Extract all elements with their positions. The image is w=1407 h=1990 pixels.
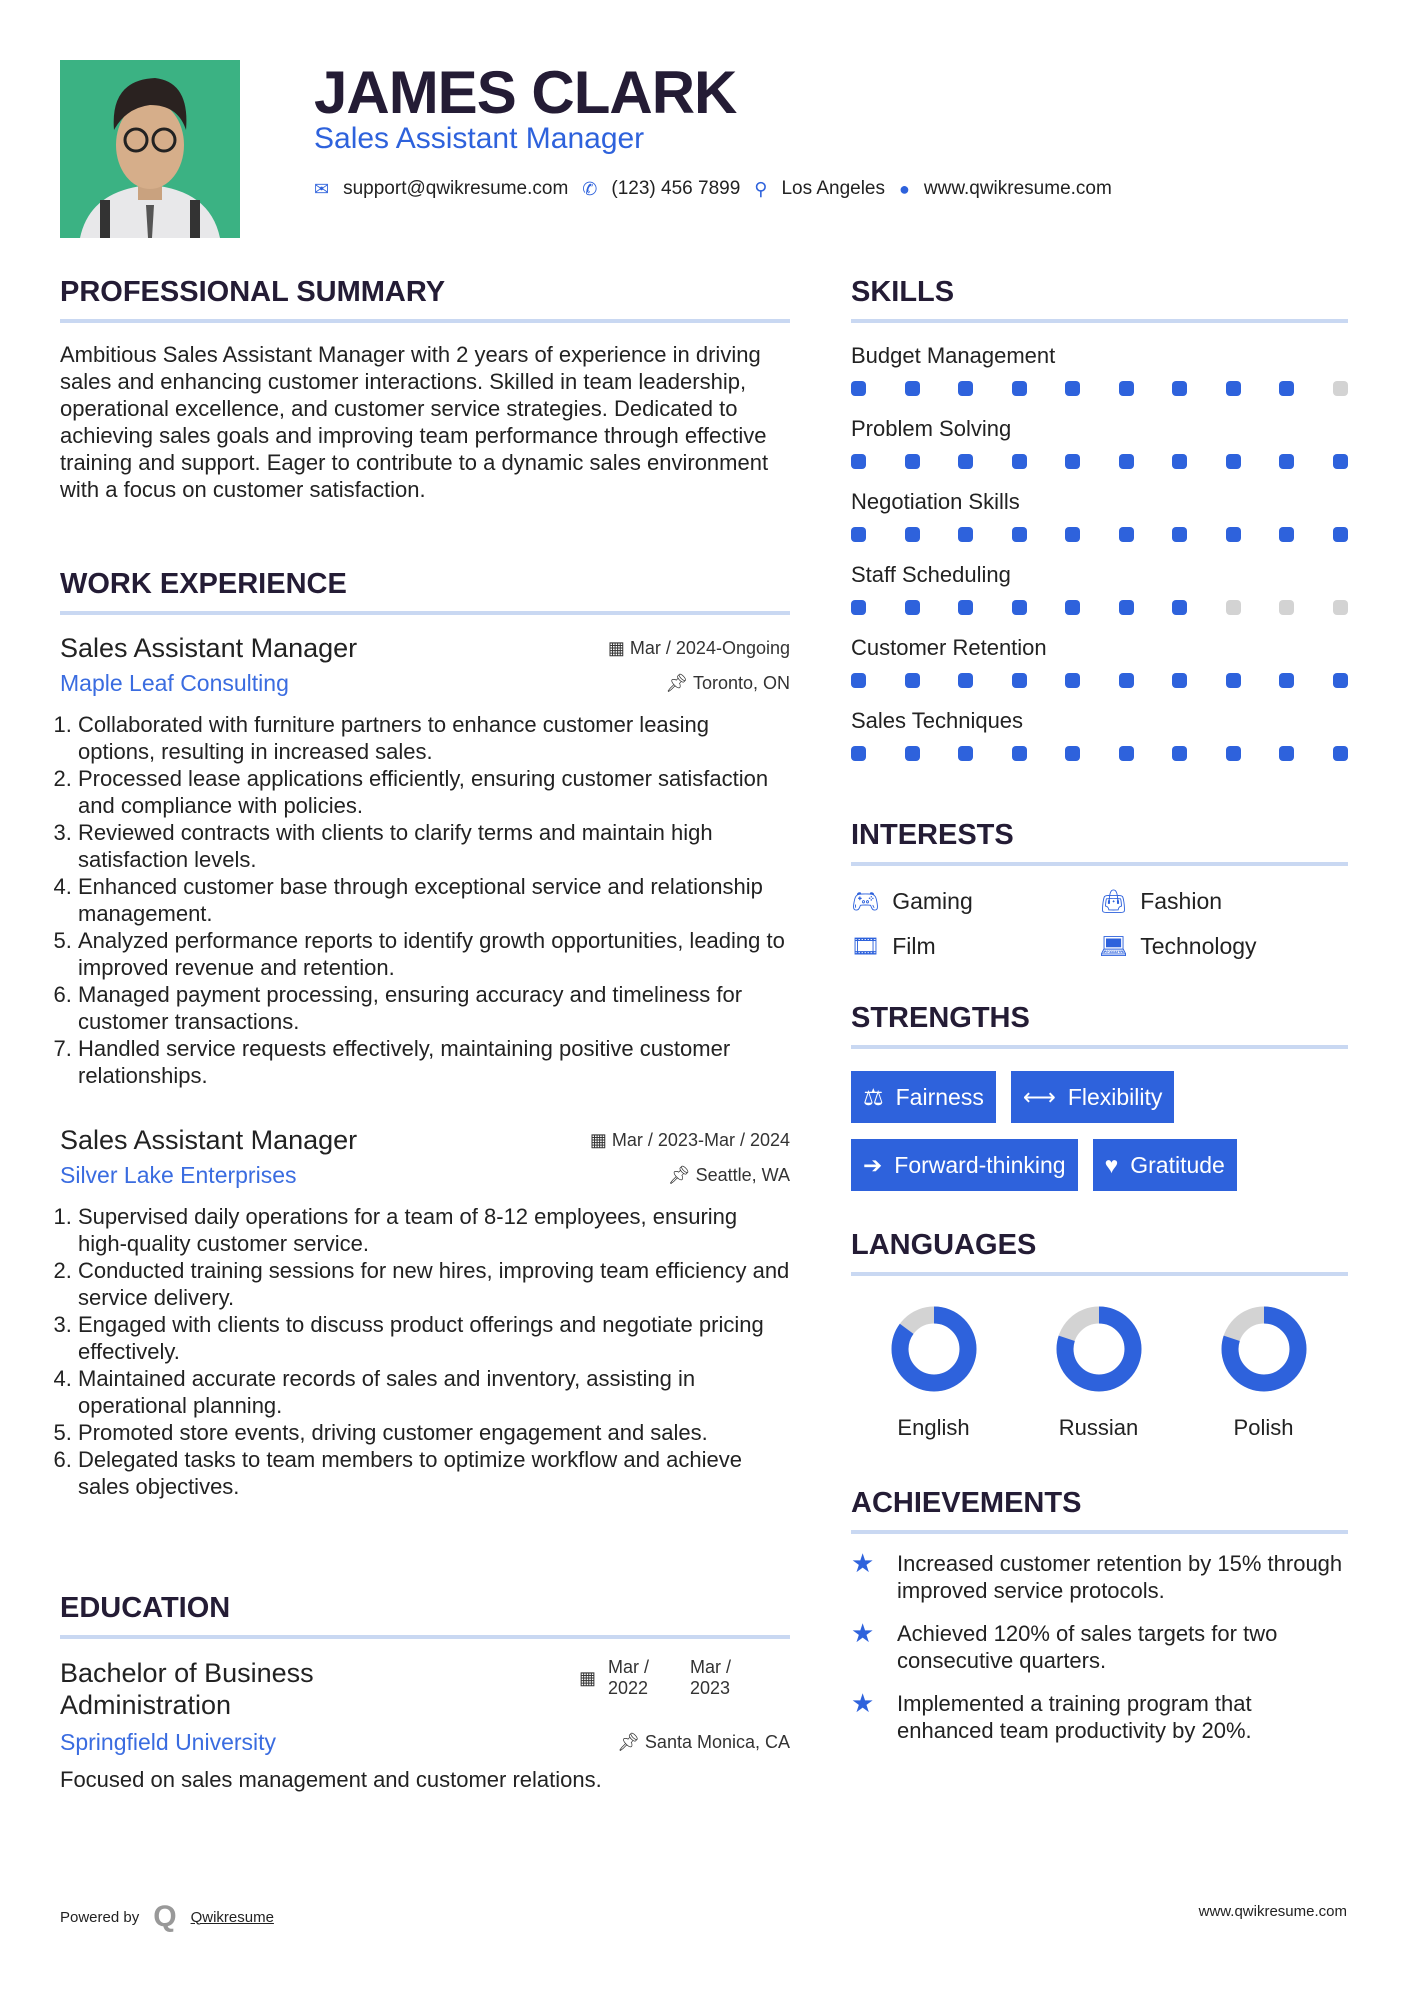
- job-header: [60, 633, 790, 664]
- interests-section: [851, 819, 1348, 960]
- language-item: [851, 1304, 1016, 1441]
- rating-dot-filled: [1065, 600, 1080, 615]
- calendar-icon: ▦: [607, 638, 630, 658]
- section-heading: PROFESSIONAL SUMMARY: [60, 276, 790, 323]
- skill-rating: [851, 454, 1348, 469]
- interest-item: [1099, 933, 1347, 960]
- strength-label: Gratitude: [1130, 1151, 1225, 1178]
- job-bullets: [60, 1203, 790, 1500]
- achievement-item: [851, 1620, 1348, 1674]
- skill-name: Budget Management: [851, 343, 1056, 368]
- rating-dot-filled: [1119, 746, 1134, 761]
- section-heading: SKILLS: [851, 276, 1348, 323]
- company-name: Maple Leaf Consulting: [60, 670, 289, 696]
- rating-dot-filled: [1172, 527, 1187, 542]
- rating-dot-filled: [1333, 673, 1348, 688]
- rating-dot-empty: [1333, 600, 1348, 615]
- interest-item: [851, 888, 1099, 915]
- section-heading: STRENGTHS: [851, 1002, 1348, 1049]
- rating-dot-filled: [905, 381, 920, 396]
- job-location-wrap: [668, 1165, 790, 1186]
- rating-dot-filled: [958, 454, 973, 469]
- achievement-item: [851, 1550, 1348, 1604]
- rating-dot-filled: [851, 454, 866, 469]
- rating-dot-filled: [1333, 454, 1348, 469]
- achievements-section: [851, 1487, 1348, 1744]
- strength-badge: [1011, 1071, 1175, 1123]
- candidate-title: Sales Assistant Manager: [314, 122, 645, 155]
- skill-name: Negotiation Skills: [851, 489, 1020, 514]
- arrow-right-icon: ➔: [863, 1151, 883, 1178]
- rating-dot-filled: [1012, 454, 1027, 469]
- language-name: Polish: [1233, 1415, 1294, 1440]
- laptop-icon: 💻︎: [1099, 933, 1129, 959]
- school-name: Springfield University: [60, 1729, 277, 1755]
- bullet-item: 5. Promoted store events, driving customer engagement and sales.: [78, 1419, 790, 1446]
- rating-dot-filled: [1065, 673, 1080, 688]
- job-subheader: [60, 1162, 790, 1189]
- achievement-item: [851, 1690, 1348, 1744]
- language-name: Russian: [1058, 1415, 1139, 1440]
- rating-dot-filled: [958, 600, 973, 615]
- star-icon: ★: [851, 1618, 875, 1648]
- job-header: [60, 1125, 790, 1156]
- bullet-item: 4. Maintained accurate records of sales and inventory, assisting in operational planning.: [78, 1365, 790, 1419]
- contact-bar: [314, 178, 1112, 200]
- rating-dot-filled: [1279, 527, 1294, 542]
- location-text: Los Angeles: [781, 178, 885, 199]
- gamepad-icon: 🎮︎: [851, 888, 881, 914]
- rating-dot-empty: [1226, 600, 1241, 615]
- rating-dot-filled: [851, 527, 866, 542]
- calendar-icon: ▦: [589, 1130, 612, 1150]
- rating-dot-filled: [851, 673, 866, 688]
- pin-icon: 📌︎: [667, 1165, 696, 1185]
- map-pin-icon: ⚲: [754, 178, 768, 199]
- star-icon: ★: [851, 1548, 875, 1578]
- phone-icon: ✆: [582, 178, 598, 199]
- rating-dot-filled: [1226, 746, 1241, 761]
- rating-dot-filled: [905, 673, 920, 688]
- bullet-item: 1. Collaborated with furniture partners to enhance customer leasing options, resulting in increased sales.: [78, 711, 790, 765]
- rating-dot-filled: [1279, 381, 1294, 396]
- skill-rating: [851, 673, 1348, 688]
- section-heading: ACHIEVEMENTS: [851, 1487, 1348, 1534]
- shopping-bag-icon: 👜︎: [1099, 888, 1129, 914]
- skills-section: [851, 276, 1348, 781]
- rating-dot-filled: [958, 381, 973, 396]
- bullet-item: 1. Supervised daily operations for a team of 8-12 employees, ensuring high-quality customer service.: [78, 1203, 790, 1257]
- company-name: Silver Lake Enterprises: [60, 1162, 297, 1188]
- film-icon: 🎞︎: [851, 933, 881, 959]
- bullet-item: 5. Analyzed performance reports to identify growth opportunities, leading to improved revenue and retention.: [78, 927, 790, 981]
- rating-dot-filled: [1172, 381, 1187, 396]
- candidate-name: JAMES CLARK: [314, 59, 737, 126]
- rating-dot-filled: [1012, 746, 1027, 761]
- profile-photo: [60, 60, 240, 238]
- rating-dot-filled: [958, 746, 973, 761]
- rating-dot-filled: [905, 527, 920, 542]
- summary-text: Ambitious Sales Assistant Manager with 2 years of experience in driving sales and enhancing customer interactions. Skilled in team leadership, operational excellence, and customer service strategies. Dedicated to achieving sales goals and improving team performance through effective training and support. Eager to contribute to a dynamic sales environment with a focus on customer satisfaction.: [60, 342, 769, 502]
- edu-end: Mar / 2023: [690, 1657, 732, 1698]
- rating-dot-filled: [1279, 746, 1294, 761]
- pin-icon: 📌︎: [617, 1732, 645, 1752]
- rating-dot-filled: [1119, 600, 1134, 615]
- bullet-item: 6. Managed payment processing, ensuring accuracy and timeliness for customer transactions.: [78, 981, 790, 1035]
- footer-website[interactable]: www.qwikresume.com: [1198, 1903, 1347, 1920]
- bullet-item: 2. Processed lease applications efficiently, ensuring customer satisfaction and compliance with policies.: [78, 765, 790, 819]
- strength-label: Fairness: [895, 1083, 984, 1110]
- job-title: Sales Assistant Manager: [60, 633, 358, 663]
- edu-location: Santa Monica, CA: [644, 1732, 790, 1752]
- strength-badge: [851, 1071, 996, 1123]
- rating-dot-filled: [1226, 527, 1241, 542]
- bullet-item: 2. Conducted training sessions for new hires, improving team efficiency and service delivery.: [78, 1257, 790, 1311]
- interest-label: Gaming: [892, 888, 973, 914]
- achievement-text: Implemented a training program that enhanced team productivity by 20%.: [897, 1691, 1252, 1743]
- job-dates: Mar / 2023-Mar / 2024: [611, 1130, 790, 1150]
- skill-rating: [851, 746, 1348, 761]
- powered-by-text: Powered by: [60, 1908, 140, 1926]
- achievement-text: Increased customer retention by 15% through improved service protocols.: [897, 1551, 1343, 1603]
- rating-dot-filled: [1279, 673, 1294, 688]
- rating-dot-filled: [1226, 673, 1241, 688]
- job-location: Toronto, ON: [692, 673, 790, 693]
- rating-dot-filled: [1172, 746, 1187, 761]
- calendar-icon: ▦: [578, 1667, 596, 1688]
- job-entry: [60, 633, 790, 1089]
- degree: Bachelor of Business Administration: [60, 1658, 314, 1720]
- rating-dot-filled: [1172, 600, 1187, 615]
- section-heading: EDUCATION: [60, 1592, 790, 1639]
- star-icon: ★: [851, 1688, 875, 1718]
- rating-dot-filled: [1012, 381, 1027, 396]
- qwikresume-logo-icon: Q: [153, 1900, 177, 1933]
- rating-dot-filled: [1172, 673, 1187, 688]
- rating-dot-filled: [905, 746, 920, 761]
- interest-item: [1099, 888, 1347, 915]
- balance-scale-icon: ⚖: [863, 1083, 884, 1110]
- globe-icon: ●: [899, 178, 910, 199]
- envelope-icon: ✉: [314, 178, 330, 199]
- job-subheader: [60, 670, 790, 697]
- strength-label: Forward-thinking: [894, 1151, 1066, 1178]
- interest-label: Film: [892, 933, 936, 959]
- pin-icon: 📌︎: [665, 673, 693, 693]
- bullet-item: 7. Handled service requests effectively, maintaining positive customer relationships.: [78, 1035, 790, 1089]
- rating-dot-filled: [905, 600, 920, 615]
- rating-dot-filled: [1226, 454, 1241, 469]
- rating-dot-filled: [1012, 600, 1027, 615]
- rating-dot-filled: [1172, 454, 1187, 469]
- work-section: [60, 568, 790, 1500]
- bullet-item: 4. Enhanced customer base through exceptional service and relationship management.: [78, 873, 790, 927]
- strength-badge: [851, 1139, 1078, 1191]
- edu-start: Mar / 2022: [608, 1657, 650, 1698]
- email-link[interactable]: support@qwikresume.com: [343, 178, 569, 199]
- education-section: [60, 1592, 790, 1793]
- section-heading: INTERESTS: [851, 819, 1348, 866]
- language-name: English: [897, 1415, 970, 1440]
- website-link[interactable]: www.qwikresume.com: [923, 178, 1112, 199]
- footer-powered: [60, 1900, 274, 1934]
- rating-dot-filled: [1065, 746, 1080, 761]
- rating-dot-filled: [851, 600, 866, 615]
- bullet-item: 6. Delegated tasks to team members to optimize workflow and achieve sales objectives.: [78, 1446, 790, 1500]
- skill-name: Staff Scheduling: [851, 562, 1011, 587]
- job-dates: Mar / 2024-Ongoing: [629, 638, 790, 658]
- rating-dot-filled: [1065, 381, 1080, 396]
- section-heading: WORK EXPERIENCE: [60, 568, 790, 615]
- rating-dot-filled: [1119, 527, 1134, 542]
- rating-dot-filled: [1333, 746, 1348, 761]
- skill-rating: [851, 600, 1348, 615]
- job-location-wrap: [665, 673, 790, 694]
- job-location: Seattle, WA: [695, 1165, 790, 1185]
- interest-label: Fashion: [1140, 888, 1223, 914]
- arrows-horizontal-icon: ⟷: [1022, 1083, 1056, 1110]
- language-donut: [1054, 1304, 1144, 1394]
- bullet-item: 3. Engaged with clients to discuss product offerings and negotiate pricing effectively.: [78, 1311, 790, 1365]
- rating-dot-filled: [1226, 381, 1241, 396]
- rating-dot-filled: [905, 454, 920, 469]
- strength-badge: [1093, 1139, 1237, 1191]
- bullet-item: 3. Reviewed contracts with clients to clarify terms and maintain high satisfaction levels.: [78, 819, 790, 873]
- job-entry: [60, 1125, 790, 1500]
- interest-label: Technology: [1140, 933, 1257, 959]
- language-item: [1016, 1304, 1181, 1441]
- languages-section: [851, 1229, 1348, 1441]
- rating-dot-empty: [1279, 600, 1294, 615]
- rating-dot-filled: [1012, 673, 1027, 688]
- language-donut: [889, 1304, 979, 1394]
- job-title: Sales Assistant Manager: [60, 1125, 358, 1155]
- strength-label: Flexibility: [1067, 1083, 1163, 1110]
- rating-dot-filled: [1065, 527, 1080, 542]
- rating-dot-filled: [1279, 454, 1294, 469]
- rating-dot-filled: [958, 527, 973, 542]
- rating-dot-filled: [1119, 381, 1134, 396]
- achievement-text: Achieved 120% of sales targets for two consecutive quarters.: [897, 1621, 1278, 1673]
- job-dates-wrap: [590, 1130, 790, 1151]
- job-dates-wrap: [608, 638, 790, 659]
- interest-item: [851, 933, 1099, 960]
- summary-section: [60, 276, 790, 503]
- skill-name: Sales Techniques: [851, 708, 1024, 733]
- brand-link[interactable]: Qwikresume: [190, 1908, 274, 1926]
- strengths-section: [851, 1002, 1348, 1191]
- rating-dot-filled: [851, 746, 866, 761]
- skill-rating: [851, 381, 1348, 396]
- rating-dot-filled: [1065, 454, 1080, 469]
- rating-dot-filled: [1119, 454, 1134, 469]
- rating-dot-filled: [851, 381, 866, 396]
- heart-icon: ♥: [1104, 1151, 1119, 1178]
- rating-dot-filled: [1119, 673, 1134, 688]
- rating-dot-filled: [958, 673, 973, 688]
- skill-rating: [851, 527, 1348, 542]
- language-item: [1181, 1304, 1346, 1441]
- phone-text: (123) 456 7899: [611, 178, 741, 199]
- rating-dot-filled: [1333, 527, 1348, 542]
- rating-dot-filled: [1012, 527, 1027, 542]
- job-bullets: [60, 711, 790, 1089]
- rating-dot-empty: [1333, 381, 1348, 396]
- language-donut: [1219, 1304, 1309, 1394]
- section-heading: LANGUAGES: [851, 1229, 1348, 1276]
- skill-name: Problem Solving: [851, 416, 1012, 441]
- skill-name: Customer Retention: [851, 635, 1047, 660]
- edu-description: Focused on sales management and customer relations.: [60, 1767, 602, 1792]
